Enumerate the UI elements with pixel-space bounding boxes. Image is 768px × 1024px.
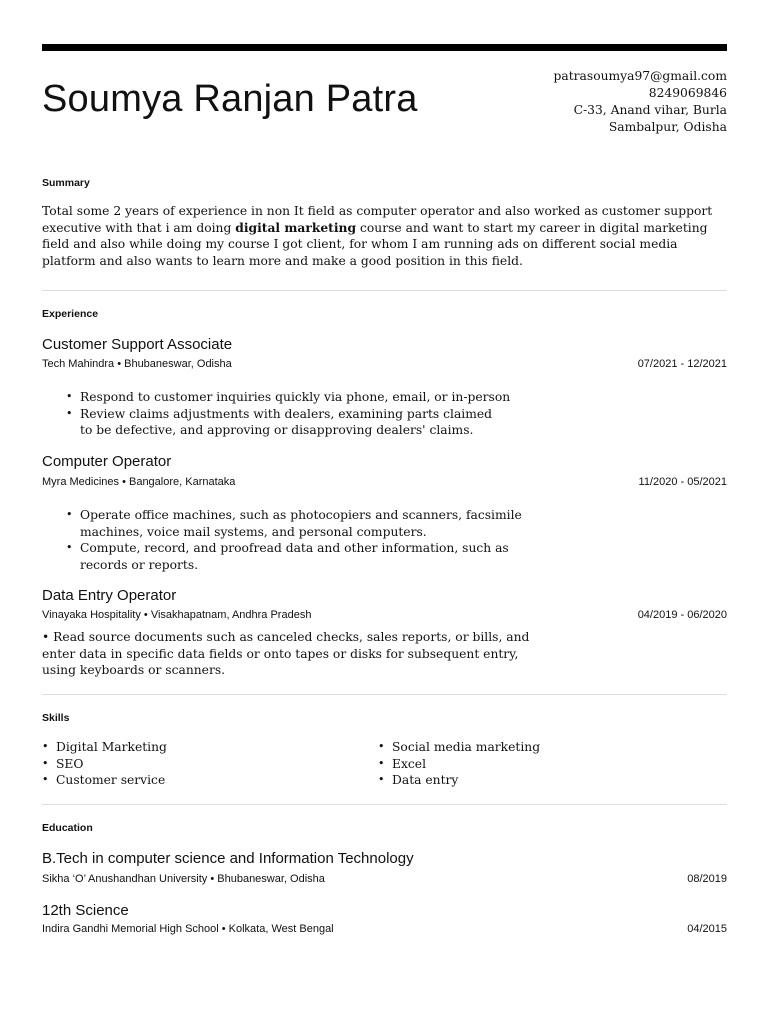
- education-date: 08/2019: [687, 873, 727, 885]
- education-meta: Sikha ‘O’ Anushandhan University • Bhubaneswar, Odisha: [42, 873, 325, 885]
- job-meta: Vinayaka Hospitality • Visakhapatnam, Andhra Pradesh: [42, 609, 312, 621]
- skill-item: • Customer service: [42, 772, 342, 789]
- contact-phone: 8249069846: [648, 86, 727, 100]
- job-title: Data Entry Operator: [42, 587, 177, 604]
- summary-highlight: digital marketing: [235, 219, 357, 235]
- job-bullet: • Review claims adjustments with dealers, examining parts claimed to be defective, and approving or disapproving dealers' claims.: [66, 406, 506, 439]
- job-dates: 11/2020 - 05/2021: [638, 476, 727, 488]
- contact-address-line-2: Sambalpur, Odisha: [608, 120, 727, 134]
- section-divider: [42, 694, 727, 695]
- job-dates: 07/2021 - 12/2021: [637, 358, 727, 370]
- candidate-name: Soumya Ranjan Patra: [42, 78, 418, 120]
- summary-text-part-1: Total some 2 years of experience in non It field as computer operator and also worked as customer support executive with that i am doing: [42, 204, 713, 235]
- section-divider: [42, 804, 727, 805]
- education-degree: 12th Science: [42, 902, 129, 919]
- summary-text-part-2: course and want to start my career in digital marketing field and also while doing my course I got client, for whom I am running ads on different social media platform and also wants to learn more and make a good position in this field.: [42, 220, 708, 269]
- summary-text: [42, 203, 732, 270]
- contact-address-line-1: C-33, Anand vihar, Burla: [573, 103, 727, 117]
- skills-list-right: [378, 739, 678, 789]
- job-title: Computer Operator: [42, 453, 172, 470]
- job-meta: Tech Mahindra • Bhubaneswar, Odisha: [42, 358, 232, 370]
- job-bullets: [66, 507, 536, 574]
- skill-item: • Social media marketing: [378, 739, 678, 756]
- job-description: • Read source documents such as canceled checks, sales reports, or bills, and enter data in specific data fields or onto tapes or disks for subsequent entry, using keyboards or scanners.: [42, 630, 530, 678]
- education-degree: B.Tech in computer science and Information Technology: [42, 850, 414, 867]
- job-bullet: • Respond to customer inquiries quickly via phone, email, or in-person: [66, 389, 506, 406]
- skills-list-left: [42, 739, 342, 789]
- education-date: 04/2015: [687, 923, 727, 935]
- experience-heading: Experience: [42, 308, 99, 320]
- section-divider: [42, 290, 727, 291]
- job-bullet: • Compute, record, and proofread data and other information, such as records or reports.: [66, 540, 536, 573]
- header-rule: [42, 44, 727, 51]
- skill-item: • Excel: [378, 756, 678, 773]
- skill-item: • SEO: [42, 756, 342, 773]
- job-title: Customer Support Associate: [42, 336, 233, 353]
- contact-email[interactable]: patrasoumya97@gmail.com: [553, 69, 727, 83]
- education-meta: Indira Gandhi Memorial High School • Kolkata, West Bengal: [42, 923, 334, 935]
- skills-heading: Skills: [42, 712, 70, 724]
- education-heading: Education: [42, 822, 93, 834]
- job-dates: 04/2019 - 06/2020: [637, 609, 727, 621]
- skill-item: • Digital Marketing: [42, 739, 342, 756]
- job-bullets: [66, 389, 511, 439]
- job-meta: Myra Medicines • Bangalore, Karnataka: [42, 476, 236, 488]
- summary-heading: Summary: [42, 177, 90, 189]
- job-bullet: • Operate office machines, such as photocopiers and scanners, facsimile machines, voice mail systems, and personal computers.: [66, 507, 536, 540]
- skill-item: • Data entry: [378, 772, 678, 789]
- contact-block: [554, 68, 727, 136]
